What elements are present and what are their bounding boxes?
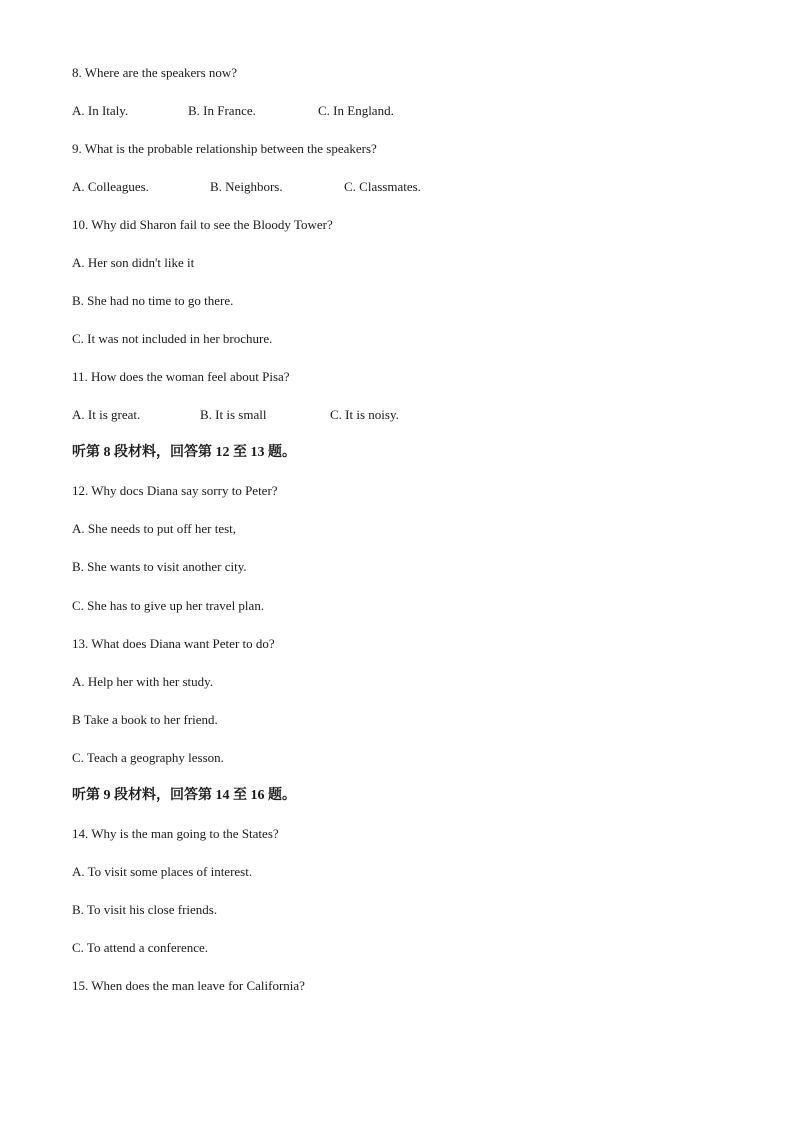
question-14: 14. Why is the man going to the States? bbox=[72, 826, 279, 841]
q12-option-a: A. She needs to put off her test, bbox=[72, 521, 237, 536]
q8-option-c: C. In England. bbox=[318, 103, 394, 118]
q10-option-a: A. Her son didn't like it bbox=[72, 255, 195, 270]
q11-option-c: C. It is noisy. bbox=[330, 407, 399, 422]
q9-option-b: B. Neighbors. bbox=[210, 179, 283, 194]
question-15: 15. When does the man leave for California? bbox=[72, 978, 305, 993]
q8-option-a: A. In Italy. bbox=[72, 103, 129, 118]
question-8: 8. Where are the speakers now? bbox=[72, 65, 238, 80]
section-9-heading: 听第 9 段材料，回答第 14 至 16 题。 bbox=[72, 788, 296, 803]
q12-option-b: B. She wants to visit another city. bbox=[72, 559, 247, 574]
question-13: 13. What does Diana want Peter to do? bbox=[72, 636, 275, 651]
q8-option-b: B. In France. bbox=[188, 103, 256, 118]
q12-option-c: C. She has to give up her travel plan. bbox=[72, 598, 265, 613]
section-8-heading: 听第 8 段材料，回答第 12 至 13 题。 bbox=[72, 445, 296, 460]
q10-option-b: B. She had no time to go there. bbox=[72, 293, 234, 308]
q11-option-a: A. It is great. bbox=[72, 407, 141, 422]
q13-option-b: B Take a book to her friend. bbox=[72, 712, 218, 727]
q14-option-a: A. To visit some places of interest. bbox=[72, 864, 253, 879]
question-11: 11. How does the woman feel about Pisa? bbox=[72, 369, 290, 384]
question-10: 10. Why did Sharon fail to see the Bloody Tower? bbox=[72, 217, 333, 232]
question-12: 12. Why docs Diana say sorry to Peter? bbox=[72, 483, 278, 498]
q9-option-c: C. Classmates. bbox=[344, 179, 421, 194]
q13-option-a: A. Help her with her study. bbox=[72, 674, 214, 689]
q14-option-b: B. To visit his close friends. bbox=[72, 902, 218, 917]
q14-option-c: C. To attend a conference. bbox=[72, 940, 209, 955]
question-9: 9. What is the probable relationship between the speakers? bbox=[72, 141, 377, 156]
q13-option-c: C. Teach a geography lesson. bbox=[72, 750, 224, 765]
q10-option-c: C. It was not included in her brochure. bbox=[72, 331, 273, 346]
q9-option-a: A. Colleagues. bbox=[72, 179, 149, 194]
q11-option-b: B. It is small bbox=[200, 407, 267, 422]
